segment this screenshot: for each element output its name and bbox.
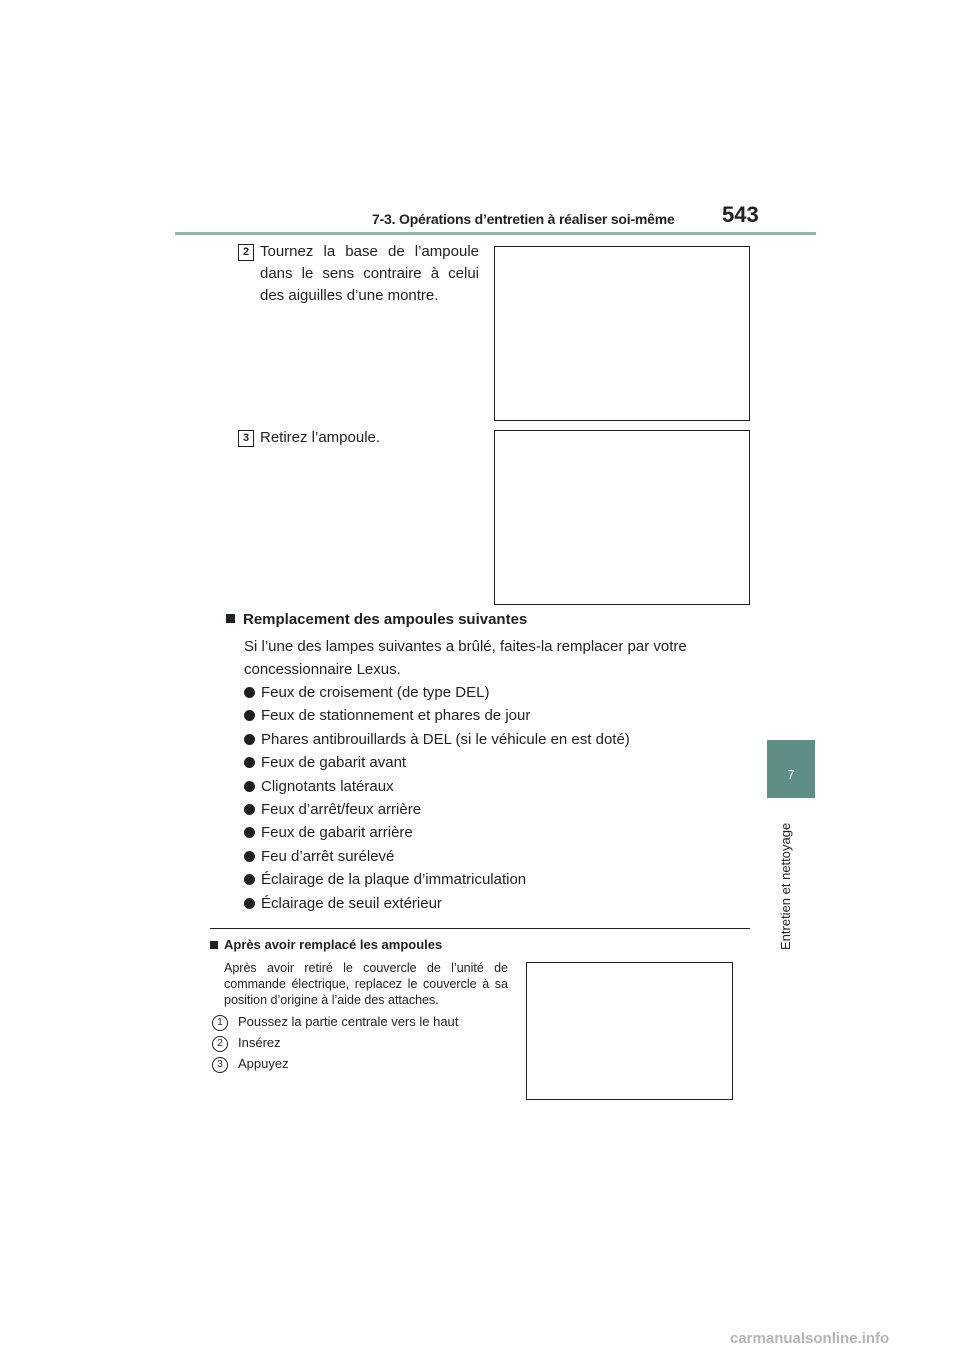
list-item: 1 Poussez la partie centrale vers le haut: [212, 1011, 458, 1032]
list-item: Feux de croisement (de type DEL): [244, 681, 630, 704]
illustration-cover: [526, 962, 733, 1100]
chapter-label-text: Entretien et nettoyage: [778, 822, 793, 950]
sub-heading: [210, 937, 442, 952]
bullet-icon: [244, 687, 255, 698]
section-intro: Si l’une des lampes suivantes a brûlé, faites-la remplacer par votre concessionnaire Lexus.: [244, 638, 687, 678]
section-divider: [210, 928, 750, 929]
bulb-list: [244, 681, 630, 915]
number-circle-icon: 2: [212, 1036, 228, 1052]
list-item: Phares antibrouillards à DEL (si le véhicule en est doté): [244, 728, 630, 751]
list-item: Feux de gabarit avant: [244, 751, 630, 774]
list-item: Clignotants latéraux: [244, 775, 630, 798]
bullet-icon: [244, 781, 255, 792]
page-number: 543: [722, 202, 759, 227]
bullet-icon: [244, 898, 255, 909]
list-item: Éclairage de seuil extérieur: [244, 892, 630, 915]
chapter-tab: 7: [767, 740, 815, 798]
numbered-steps: [212, 1011, 458, 1074]
illustration-step-2: [494, 246, 750, 421]
section-title: 7-3. Opérations d’entretien à réaliser soi-même: [372, 211, 675, 227]
bullet-icon: [244, 710, 255, 721]
list-item: 3 Appuyez: [212, 1053, 458, 1074]
illustration-step-3: [494, 430, 750, 605]
square-bullet-icon: [210, 941, 218, 949]
bullet-icon: [244, 827, 255, 838]
after-section-text: Après avoir retiré le couvercle de l’unité de commande électrique, replacez le couvercle à sa position d’origine à l’aide des attaches.: [224, 961, 508, 1007]
bullet-icon: [244, 734, 255, 745]
list-item: Feux d’arrêt/feux arrière: [244, 798, 630, 821]
section-heading: [226, 611, 527, 628]
list-item: Feux de stationnement et phares de jour: [244, 704, 630, 727]
list-item: Feux de gabarit arrière: [244, 821, 630, 844]
bullet-icon: [244, 757, 255, 768]
bullet-icon: [244, 804, 255, 815]
bullet-icon: [244, 851, 255, 862]
section-heading-text: Remplacement des ampoules suivantes: [243, 611, 528, 628]
list-item: Éclairage de la plaque d’immatriculation: [244, 868, 630, 891]
number-circle-icon: 1: [212, 1015, 228, 1031]
step-badge-2: 2: [238, 244, 254, 261]
bullet-icon: [244, 874, 255, 885]
step-text-2: Tournez la base de l’ampoule dans le sens contraire à celui des aiguilles d’une montre.: [260, 243, 479, 304]
square-bullet-icon: [226, 614, 235, 623]
list-item: 2 Insérez: [212, 1032, 458, 1053]
sub-heading-text: Après avoir remplacé les ampoules: [224, 937, 443, 952]
list-item: Feu d’arrêt surélevé: [244, 845, 630, 868]
step-text-3: Retirez l’ampoule.: [260, 429, 381, 446]
step-badge-3: 3: [238, 430, 254, 447]
watermark: carmanualsonline.info: [730, 1330, 890, 1347]
number-circle-icon: 3: [212, 1057, 228, 1073]
header-rule: [175, 232, 816, 235]
